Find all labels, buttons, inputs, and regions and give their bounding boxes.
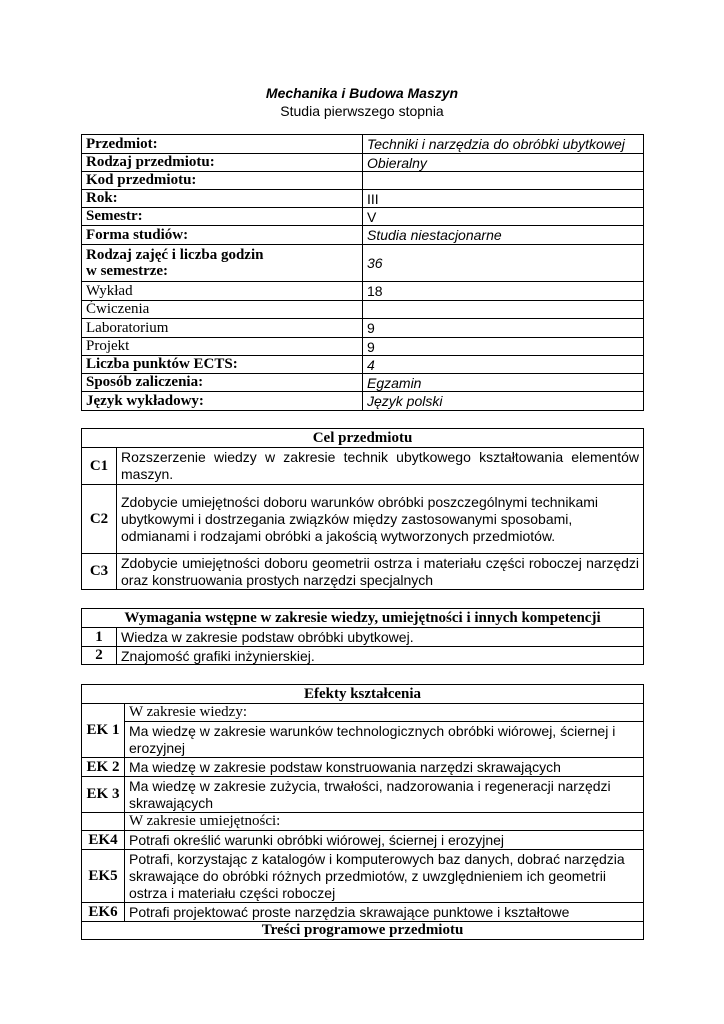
- objective-text: Rozszerzenie wiedzy w zakresie technik ubytkowego kształtowania elementów maszyn.: [117, 448, 644, 485]
- outcome-code: EK 2: [82, 758, 125, 777]
- info-row: [82, 374, 644, 392]
- info-value: 9: [363, 319, 644, 338]
- objective-code: C1: [82, 448, 117, 485]
- outcome-row: [82, 850, 644, 903]
- learning-outcomes-table: [81, 684, 644, 940]
- info-value: Obieralny: [363, 154, 644, 172]
- info-label: Język wykładowy:: [82, 392, 363, 411]
- prerequisite-row: [82, 628, 644, 647]
- info-value: 9: [363, 338, 644, 356]
- info-value: 4: [363, 356, 644, 374]
- info-label: Ćwiczenia: [82, 301, 363, 319]
- info-row: [82, 172, 644, 190]
- info-value: Techniki i narzędzia do obróbki ubytkowej: [363, 135, 644, 154]
- info-label: Rok:: [82, 190, 363, 208]
- outcome-row: [82, 777, 644, 813]
- skills-header: W zakresie umiejętności:: [125, 813, 644, 831]
- objective-text: Zdobycie umiejętności doboru geometrii ostrza i materiału części roboczej narzędzi oraz konstruowania prostych narzędzi specjalnych: [117, 554, 644, 590]
- info-value: Studia niestacjonarne: [363, 226, 644, 245]
- info-value: Język polski: [363, 392, 644, 411]
- info-label: [82, 245, 363, 282]
- outcome-code-spacer: [82, 813, 125, 831]
- outcome-row: [82, 722, 644, 758]
- info-label: Wykład: [82, 282, 363, 301]
- info-value: Egzamin: [363, 374, 644, 392]
- info-label: Sposób zaliczenia:: [82, 374, 363, 392]
- info-row: [82, 208, 644, 226]
- objective-code: C3: [82, 554, 117, 590]
- info-value: [363, 172, 644, 190]
- prerequisites-table: [81, 608, 644, 665]
- outcome-text: Ma wiedzę w zakresie zużycia, trwałości, nadzorowania i regeneracji narzędzi skrawających: [125, 777, 644, 813]
- info-row: [82, 190, 644, 208]
- outcome-text: Ma wiedzę w zakresie warunków technologicznych obróbki wiórowej, ściernej i erozyjnej: [125, 722, 644, 758]
- info-row: [82, 135, 644, 154]
- outcome-text: Ma wiedzę w zakresie podstaw konstruowania narzędzi skrawających: [125, 758, 644, 777]
- info-value: [363, 301, 644, 319]
- info-row: [82, 282, 644, 301]
- info-row: [82, 392, 644, 411]
- outcome-code: EK6: [82, 903, 125, 922]
- outcome-code: EK4: [82, 831, 125, 850]
- info-row: [82, 356, 644, 374]
- document-title: Mechanika i Budowa Maszyn: [265, 85, 459, 101]
- outcome-text: Potrafi określić warunki obróbki wiórowej, ściernej i erozyjnej: [125, 831, 644, 850]
- info-row: [82, 338, 644, 356]
- prerequisite-row: [82, 647, 644, 665]
- info-label: Kod przedmiotu:: [82, 172, 363, 190]
- info-label-line: Rodzaj zajęć i liczba godzin: [86, 247, 264, 263]
- info-value: V: [363, 208, 644, 226]
- course-info-table: [81, 134, 644, 411]
- objective-row: [82, 554, 644, 590]
- info-label: Liczba punktów ECTS:: [82, 356, 363, 374]
- objective-code: C2: [82, 485, 117, 554]
- info-label: Laboratorium: [82, 319, 363, 338]
- info-value: III: [363, 190, 644, 208]
- info-row: [82, 245, 644, 282]
- info-row: [82, 154, 644, 172]
- info-label: Projekt: [82, 338, 363, 356]
- outcome-text: Potrafi projektować proste narzędzia skrawające punktowe i kształtowe: [125, 903, 644, 922]
- outcome-code: EK5: [82, 850, 125, 903]
- prerequisite-code: 1: [82, 628, 117, 647]
- knowledge-header: W zakresie wiedzy:: [125, 704, 644, 722]
- info-value: 36: [363, 245, 644, 282]
- outcome-row: [82, 831, 644, 850]
- prerequisite-text: Wiedza w zakresie podstaw obróbki ubytkowej.: [117, 628, 644, 647]
- program-content-title: Treści programowe przedmiotu: [82, 922, 644, 940]
- info-row: [82, 301, 644, 319]
- info-label: Semestr:: [82, 208, 363, 226]
- objectives-title: Cel przedmiotu: [82, 429, 644, 448]
- course-objectives-table: [81, 428, 644, 590]
- info-row: [82, 319, 644, 338]
- info-value: 18: [363, 282, 644, 301]
- objective-row: [82, 485, 644, 554]
- outcome-text: Potrafi, korzystając z katalogów i komputerowych baz danych, dobrać narzędzia skrawające do obróbki różnych przedmiotów, z uwzględnieniem ich geometrii ostrza i materiału części roboczej: [125, 850, 644, 903]
- objective-text: Zdobycie umiejętności doboru warunków obróbki poszczególnymi technikami ubytkowymi i dostrzegania związków między zastosowanymi sposobami, odmianami i rodzajami obróbki a jakością wytworzonych przedmiotów.: [117, 485, 644, 554]
- outcome-code: EK 3: [82, 777, 125, 813]
- info-label: Rodzaj przedmiotu:: [82, 154, 363, 172]
- info-row: [82, 226, 644, 245]
- prerequisite-code: 2: [82, 647, 117, 665]
- prerequisite-text: Znajomość grafiki inżynierskiej.: [117, 647, 644, 665]
- outcomes-title: Efekty kształcenia: [82, 685, 644, 704]
- outcome-code: EK 1: [82, 704, 125, 758]
- info-label-line: w semestrze:: [86, 263, 169, 279]
- outcome-row: [82, 758, 644, 777]
- objective-row: [82, 448, 644, 485]
- outcome-row: [82, 903, 644, 922]
- document-subtitle: Studia pierwszego stopnia: [280, 103, 444, 119]
- info-label: Przedmiot:: [82, 135, 363, 154]
- info-label: Forma studiów:: [82, 226, 363, 245]
- prerequisites-title: Wymagania wstępne w zakresie wiedzy, umiejętności i innych kompetencji: [82, 609, 644, 628]
